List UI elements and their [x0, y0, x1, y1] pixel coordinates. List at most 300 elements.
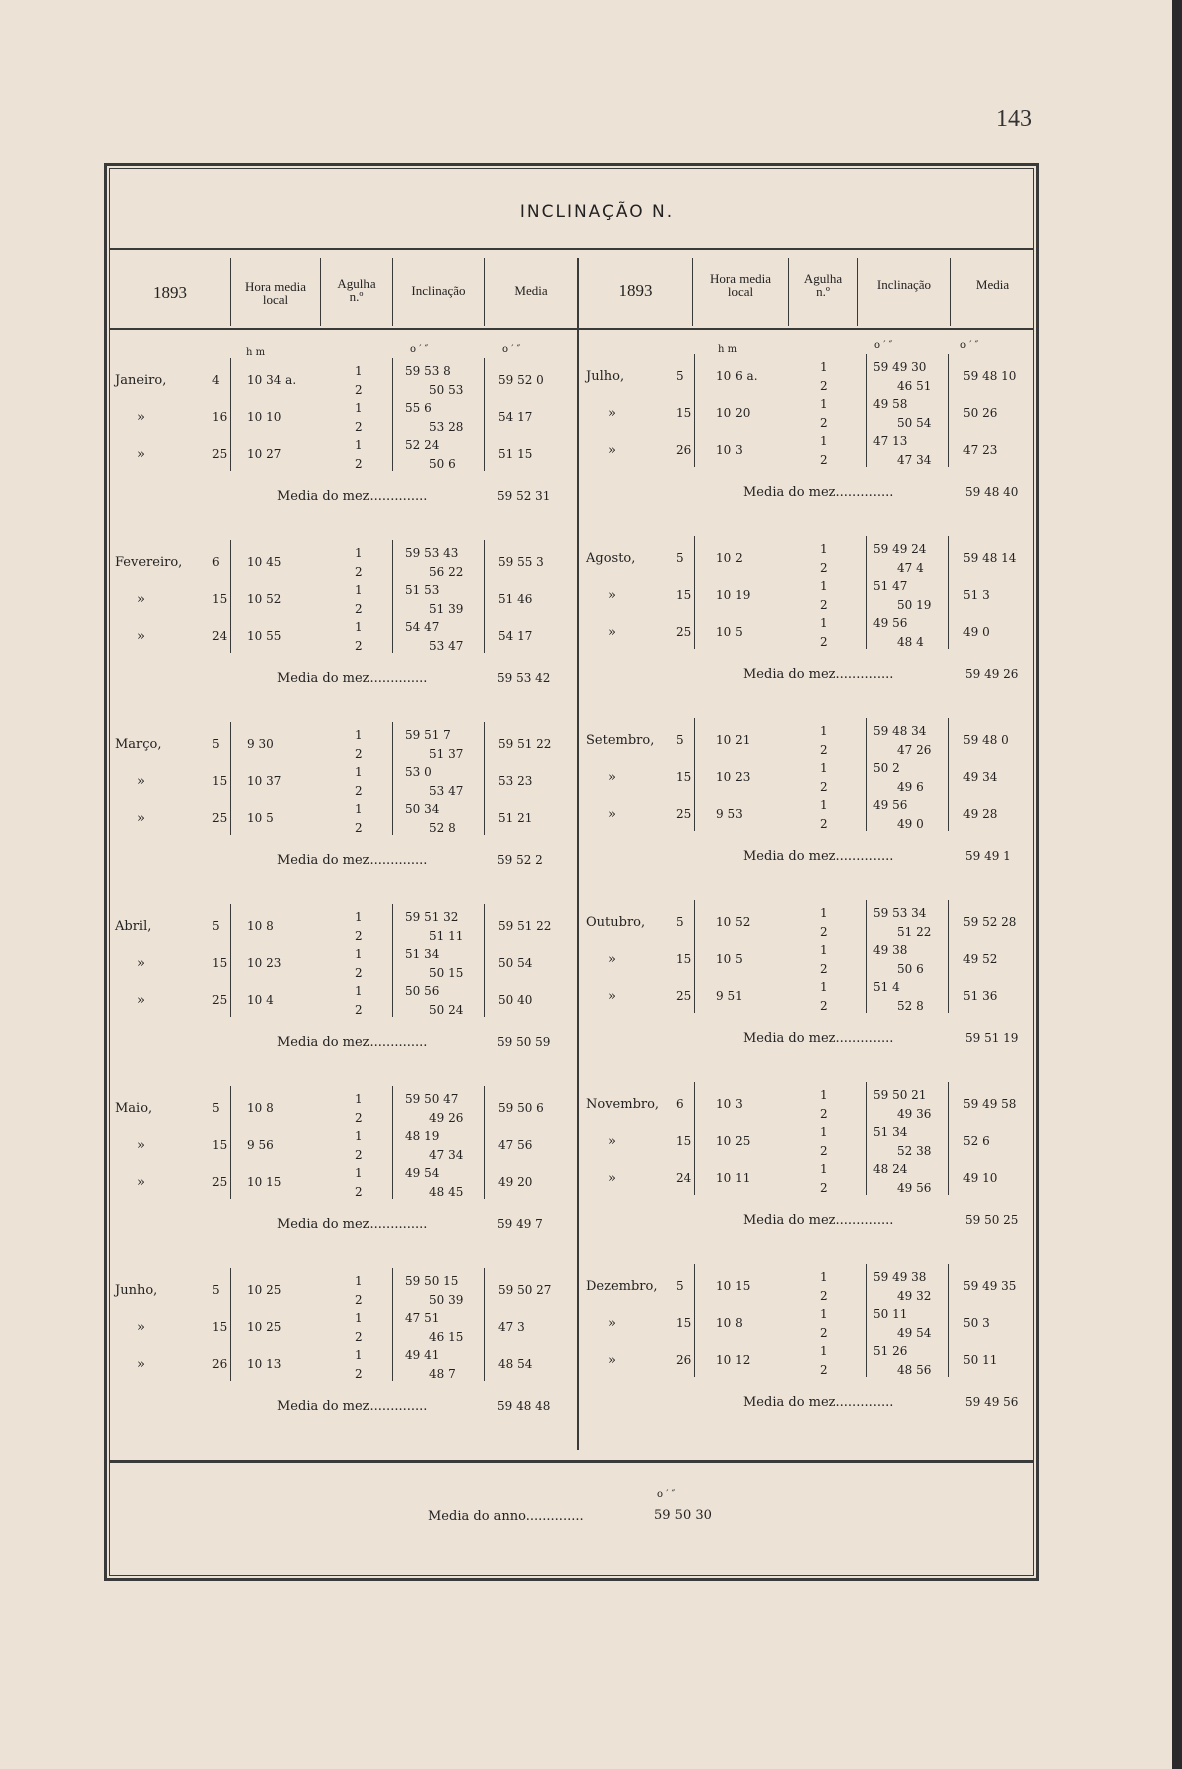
units-dms-right: o ′ ″ — [960, 340, 979, 351]
inclination-value: 49 54 — [897, 1326, 932, 1340]
needle-number: 2 — [355, 1003, 363, 1017]
row-separator — [694, 536, 695, 649]
inclination-value: 51 34 — [873, 1125, 908, 1139]
observation-time: 9 51 — [716, 989, 743, 1003]
observation-day: 26 — [676, 443, 692, 457]
header-sep — [950, 258, 951, 326]
row-separator — [866, 1264, 867, 1377]
header-media-right: Media — [975, 277, 1010, 292]
observation-day: 6 — [676, 1097, 684, 1111]
mean-value: 59 50 6 — [498, 1101, 544, 1115]
mean-value: 59 48 14 — [963, 551, 1017, 565]
needle-number: 2 — [355, 1148, 363, 1162]
monthly-mean-value: 59 51 19 — [965, 1031, 1019, 1045]
inclination-value: 50 54 — [897, 416, 932, 430]
inclination-value: 48 45 — [429, 1185, 464, 1199]
observation-day: 15 — [676, 406, 692, 420]
month-name: Março, — [115, 737, 162, 752]
inclination-value: 50 34 — [405, 802, 440, 816]
monthly-mean-value: 59 50 59 — [497, 1035, 551, 1049]
header-agulha-right — [789, 272, 857, 298]
observation-time: 10 34 a. — [247, 373, 297, 387]
inclination-value: 50 56 — [405, 984, 440, 998]
row-separator — [484, 722, 485, 835]
needle-number: 2 — [355, 1111, 363, 1125]
observation-time: 10 12 — [716, 1353, 751, 1367]
observation-time: 10 55 — [247, 629, 282, 643]
inclination-value: 50 15 — [429, 966, 464, 980]
monthly-mean-text: Media do mez — [743, 485, 836, 500]
needle-number: 2 — [355, 602, 363, 616]
inclination-value: 53 28 — [429, 420, 464, 434]
needle-number: 1 — [820, 1344, 828, 1358]
leader-dots: .............. — [369, 1399, 428, 1414]
mean-value: 54 17 — [498, 410, 533, 424]
header-year-left: 1893 — [153, 283, 187, 302]
observation-time: 10 5 — [716, 625, 743, 639]
inclination-value: 47 34 — [429, 1148, 464, 1162]
inclination-value: 59 50 47 — [405, 1092, 459, 1106]
observation-time: 10 3 — [716, 1097, 743, 1111]
inclination-value: 59 49 30 — [873, 360, 927, 374]
needle-number: 2 — [820, 379, 828, 393]
month-name: Abril, — [115, 919, 152, 934]
inclination-value: 50 53 — [429, 383, 464, 397]
needle-number: 2 — [820, 1144, 828, 1158]
observation-day: 15 — [212, 774, 228, 788]
observation-time: 10 25 — [247, 1283, 282, 1297]
monthly-mean-value: 59 49 26 — [965, 667, 1019, 681]
row-separator — [694, 1082, 695, 1195]
row-separator — [948, 718, 949, 831]
mean-value: 49 34 — [963, 770, 998, 784]
observation-time: 10 8 — [247, 1101, 274, 1115]
inclination-value: 54 47 — [405, 620, 440, 634]
observation-time: 10 3 — [716, 443, 743, 457]
header-agulha-line2: n.º — [816, 284, 830, 299]
observation-day: 15 — [212, 592, 228, 606]
observation-day: 15 — [212, 956, 228, 970]
header-sep — [857, 258, 858, 326]
mean-value: 49 28 — [963, 807, 998, 821]
row-separator — [948, 354, 949, 467]
leader-dots: .............. — [369, 1217, 428, 1232]
needle-number: 1 — [355, 910, 363, 924]
row-separator — [948, 900, 949, 1013]
row-separator — [948, 1082, 949, 1195]
inclination-value: 56 22 — [429, 565, 464, 579]
needle-number: 1 — [355, 546, 363, 560]
observation-time: 10 21 — [716, 733, 751, 747]
needle-number: 2 — [355, 821, 363, 835]
needle-number: 1 — [820, 943, 828, 957]
inclination-value: 51 11 — [429, 929, 464, 943]
row-separator — [392, 358, 393, 471]
inclination-value: 52 8 — [429, 821, 456, 835]
mean-value: 59 49 58 — [963, 1097, 1017, 1111]
mean-value: 59 51 22 — [498, 919, 552, 933]
monthly-mean-text: Media do mez — [277, 671, 370, 686]
inclination-value: 59 53 8 — [405, 364, 451, 378]
monthly-mean-text: Media do mez — [277, 1217, 370, 1232]
inclination-value: 49 36 — [897, 1107, 932, 1121]
needle-number: 2 — [355, 747, 363, 761]
mean-value: 59 55 3 — [498, 555, 544, 569]
row-separator — [694, 1264, 695, 1377]
ditto-mark: » — [137, 447, 145, 462]
month-name: Fevereiro, — [115, 555, 183, 570]
inclination-value: 51 39 — [429, 602, 464, 616]
needle-number: 1 — [355, 765, 363, 779]
header-top-rule — [109, 248, 1034, 250]
needle-number: 1 — [355, 1274, 363, 1288]
ditto-mark: » — [608, 443, 616, 458]
month-name: Junho, — [115, 1283, 158, 1298]
row-separator — [484, 1086, 485, 1199]
needle-number: 2 — [820, 598, 828, 612]
leader-dots: .............. — [835, 667, 894, 682]
monthly-mean-text: Media do mez — [743, 1031, 836, 1046]
inclination-value: 49 56 — [897, 1181, 932, 1195]
mean-value: 50 11 — [963, 1353, 998, 1367]
units-dms-left: o ′ ″ — [502, 344, 521, 355]
inclination-value: 51 47 — [873, 579, 908, 593]
row-separator — [230, 1268, 231, 1381]
observation-time: 9 30 — [247, 737, 274, 751]
units-hm-left: h m — [246, 347, 266, 358]
ditto-mark: » — [608, 952, 616, 967]
mean-value: 59 50 27 — [498, 1283, 552, 1297]
observation-day: 5 — [212, 1101, 220, 1115]
needle-number: 2 — [820, 925, 828, 939]
observation-day: 26 — [676, 1353, 692, 1367]
observation-time: 10 19 — [716, 588, 751, 602]
needle-number: 1 — [820, 1088, 828, 1102]
header-year-right: 1893 — [618, 281, 653, 300]
observation-day: 15 — [212, 1138, 228, 1152]
row-separator — [392, 1268, 393, 1381]
units-dms-left: o ′ ″ — [410, 344, 429, 355]
inclination-value: 49 38 — [873, 943, 908, 957]
observation-day: 15 — [676, 1134, 692, 1148]
needle-number: 2 — [820, 780, 828, 794]
needle-number: 1 — [820, 724, 828, 738]
inclination-value: 49 32 — [897, 1289, 932, 1303]
inclination-value: 48 24 — [873, 1162, 908, 1176]
header-hora-line1: Hora media — [244, 279, 306, 294]
monthly-mean-text: Media do mez — [277, 1035, 370, 1050]
row-separator — [392, 1086, 393, 1199]
needle-number: 1 — [820, 761, 828, 775]
mean-value: 51 36 — [963, 989, 998, 1003]
month-name: Dezembro, — [586, 1279, 658, 1294]
inclination-value: 52 38 — [897, 1144, 932, 1158]
observation-time: 10 15 — [247, 1175, 282, 1189]
needle-number: 1 — [820, 616, 828, 630]
observation-time: 10 23 — [247, 956, 282, 970]
ditto-mark: » — [137, 592, 145, 607]
needle-number: 1 — [355, 364, 363, 378]
monthly-mean-value: 59 48 48 — [497, 1399, 551, 1413]
needle-number: 1 — [355, 438, 363, 452]
ditto-mark: » — [608, 588, 616, 603]
header-agulha-left — [321, 277, 392, 303]
annual-mean-value: 59 50 30 — [654, 1508, 712, 1523]
observation-day: 15 — [212, 1320, 228, 1334]
observation-day: 25 — [676, 807, 692, 821]
needle-number: 2 — [355, 966, 363, 980]
inclination-value: 59 50 15 — [405, 1274, 459, 1288]
mean-value: 49 52 — [963, 952, 998, 966]
mean-value: 50 40 — [498, 993, 533, 1007]
inclination-value: 51 4 — [873, 980, 900, 994]
inclination-value: 50 39 — [429, 1293, 464, 1307]
needle-number: 1 — [355, 1092, 363, 1106]
inclination-value: 53 0 — [405, 765, 432, 779]
observation-day: 25 — [676, 989, 692, 1003]
row-separator — [392, 904, 393, 1017]
inclination-value: 49 26 — [429, 1111, 464, 1125]
needle-number: 1 — [355, 728, 363, 742]
month-name: Novembro, — [586, 1097, 660, 1112]
inclination-value: 50 6 — [897, 962, 924, 976]
observation-day: 25 — [212, 993, 228, 1007]
observation-day: 6 — [212, 555, 220, 569]
ditto-mark: » — [608, 989, 616, 1004]
inclination-value: 49 56 — [873, 798, 908, 812]
inclination-value: 53 47 — [429, 784, 464, 798]
inclination-value: 49 56 — [873, 616, 908, 630]
needle-number: 2 — [820, 962, 828, 976]
monthly-mean-label — [743, 1213, 893, 1228]
header-hora-right — [693, 272, 788, 298]
units-hm-right: h m — [718, 344, 738, 355]
header-hora-line2: local — [727, 284, 754, 299]
observation-time: 10 4 — [247, 993, 274, 1007]
inclination-value: 48 4 — [897, 635, 924, 649]
header-hora-line2: local — [262, 292, 289, 307]
observation-time: 10 5 — [716, 952, 743, 966]
mean-value: 51 3 — [963, 588, 990, 602]
monthly-mean-label — [743, 1395, 893, 1410]
annual-top-rule — [109, 1460, 1034, 1463]
mean-value: 59 51 22 — [498, 737, 552, 751]
mean-value: 59 49 35 — [963, 1279, 1017, 1293]
needle-number: 2 — [355, 784, 363, 798]
annual-units: o ′ ″ — [657, 1489, 676, 1500]
observation-day: 5 — [676, 1279, 684, 1293]
month-name: Maio, — [115, 1101, 153, 1116]
header-agulha-line2: n.º — [349, 289, 364, 304]
needle-number: 2 — [820, 1326, 828, 1340]
ditto-mark: » — [137, 629, 145, 644]
row-separator — [694, 718, 695, 831]
mean-value: 54 17 — [498, 629, 533, 643]
observation-day: 25 — [212, 811, 228, 825]
ditto-mark: » — [137, 993, 145, 1008]
inclination-value: 50 11 — [873, 1307, 908, 1321]
row-separator — [866, 900, 867, 1013]
leader-dots: .............. — [369, 671, 428, 686]
needle-number: 2 — [820, 999, 828, 1013]
ditto-mark: » — [608, 1171, 616, 1186]
month-name: Janeiro, — [115, 373, 167, 388]
monthly-mean-label — [277, 853, 427, 868]
inclination-value: 49 41 — [405, 1348, 440, 1362]
mean-value: 59 52 28 — [963, 915, 1017, 929]
needle-number: 1 — [820, 1125, 828, 1139]
observation-time: 10 15 — [716, 1279, 751, 1293]
needle-number: 1 — [355, 1129, 363, 1143]
row-separator — [866, 1082, 867, 1195]
observation-day: 25 — [676, 625, 692, 639]
inclination-value: 48 19 — [405, 1129, 440, 1143]
inclination-value: 51 22 — [897, 925, 932, 939]
needle-number: 1 — [355, 401, 363, 415]
mean-value: 50 26 — [963, 406, 998, 420]
ditto-mark: » — [608, 625, 616, 640]
row-separator — [866, 536, 867, 649]
mean-value: 47 56 — [498, 1138, 533, 1152]
leader-dots: .............. — [835, 1395, 894, 1410]
inclination-value: 52 8 — [897, 999, 924, 1013]
monthly-mean-value: 59 49 7 — [497, 1217, 543, 1231]
row-separator — [484, 904, 485, 1017]
leader-dots: .............. — [835, 485, 894, 500]
mean-value: 52 6 — [963, 1134, 990, 1148]
observation-time: 10 25 — [716, 1134, 751, 1148]
inclination-value: 59 51 7 — [405, 728, 451, 742]
header-hora-left — [231, 280, 320, 306]
monthly-mean-value: 59 50 25 — [965, 1213, 1019, 1227]
needle-number: 2 — [820, 453, 828, 467]
inclination-value: 50 2 — [873, 761, 900, 775]
mean-value: 47 23 — [963, 443, 998, 457]
units-dms-right: o ′ ″ — [874, 340, 893, 351]
needle-number: 1 — [820, 579, 828, 593]
row-separator — [866, 718, 867, 831]
ditto-mark: » — [608, 1316, 616, 1331]
inclination-value: 50 6 — [429, 457, 456, 471]
observation-day: 5 — [676, 733, 684, 747]
header-inclinacao-left: Inclinação — [411, 283, 466, 298]
row-separator — [230, 904, 231, 1017]
inclination-value: 51 37 — [429, 747, 464, 761]
monthly-mean-value: 59 48 40 — [965, 485, 1019, 499]
observation-time: 10 6 a. — [716, 369, 758, 383]
monthly-mean-text: Media do mez — [277, 1399, 370, 1414]
row-separator — [484, 1268, 485, 1381]
inclination-value: 49 0 — [897, 817, 924, 831]
needle-number: 2 — [355, 565, 363, 579]
header-agulha-line1: Agulha — [337, 276, 376, 291]
inclination-value: 51 53 — [405, 583, 440, 597]
row-separator — [866, 354, 867, 467]
inclination-value: 52 24 — [405, 438, 440, 452]
observation-time: 10 20 — [716, 406, 751, 420]
needle-number: 1 — [820, 1307, 828, 1321]
header-hora-line1: Hora media — [709, 271, 771, 286]
inclination-value: 48 7 — [429, 1367, 456, 1381]
observation-day: 16 — [212, 410, 228, 424]
needle-number: 2 — [820, 1289, 828, 1303]
row-separator — [694, 354, 695, 467]
header-agulha-line1: Agulha — [803, 271, 843, 286]
inclination-value: 51 26 — [873, 1344, 908, 1358]
needle-number: 2 — [355, 1330, 363, 1344]
row-separator — [484, 358, 485, 471]
observation-time: 10 11 — [716, 1171, 751, 1185]
inclination-value: 55 6 — [405, 401, 432, 415]
observation-day: 5 — [212, 1283, 220, 1297]
observation-time: 10 45 — [247, 555, 282, 569]
needle-number: 1 — [820, 360, 828, 374]
inclination-value: 47 13 — [873, 434, 908, 448]
observation-time: 9 56 — [247, 1138, 274, 1152]
inclination-value: 49 6 — [897, 780, 924, 794]
needle-number: 1 — [820, 434, 828, 448]
needle-number: 1 — [820, 397, 828, 411]
observation-day: 5 — [676, 551, 684, 565]
observation-time: 10 23 — [716, 770, 751, 784]
observation-time: 10 52 — [716, 915, 751, 929]
needle-number: 2 — [355, 457, 363, 471]
observation-day: 25 — [212, 447, 228, 461]
month-name: Setembro, — [586, 733, 655, 748]
ditto-mark: » — [137, 774, 145, 789]
leader-dots: .............. — [369, 489, 428, 504]
header-inclinacao-right: Inclinação — [876, 277, 932, 292]
monthly-mean-label — [277, 489, 427, 504]
observation-day: 24 — [212, 629, 228, 643]
monthly-mean-text: Media do mez — [277, 489, 370, 504]
observation-day: 26 — [212, 1357, 228, 1371]
ditto-mark: » — [137, 1138, 145, 1153]
mean-value: 50 3 — [963, 1316, 990, 1330]
needle-number: 1 — [355, 984, 363, 998]
observation-time: 10 27 — [247, 447, 282, 461]
monthly-mean-value: 59 49 1 — [965, 849, 1011, 863]
monthly-mean-text: Media do mez — [743, 1213, 836, 1228]
needle-number: 2 — [820, 416, 828, 430]
row-separator — [392, 540, 393, 653]
inclination-value: 59 49 38 — [873, 1270, 927, 1284]
needle-number: 1 — [820, 798, 828, 812]
observation-time: 10 37 — [247, 774, 282, 788]
inclination-value: 50 24 — [429, 1003, 464, 1017]
monthly-mean-value: 59 49 56 — [965, 1395, 1019, 1409]
header-bottom-rule — [109, 328, 1034, 330]
row-separator — [392, 722, 393, 835]
monthly-mean-text: Media do mez — [277, 853, 370, 868]
needle-number: 2 — [355, 639, 363, 653]
row-separator — [948, 1264, 949, 1377]
ditto-mark: » — [137, 1320, 145, 1335]
observation-day: 15 — [676, 952, 692, 966]
monthly-mean-label — [277, 1217, 427, 1232]
monthly-mean-value: 59 52 2 — [497, 853, 543, 867]
needle-number: 2 — [820, 1181, 828, 1195]
observation-day: 15 — [676, 770, 692, 784]
needle-number: 1 — [820, 1162, 828, 1176]
mean-value: 49 20 — [498, 1175, 533, 1189]
needle-number: 1 — [820, 1270, 828, 1284]
annual-dots: .............. — [525, 1509, 584, 1524]
observation-time: 10 13 — [247, 1357, 282, 1371]
monthly-mean-text: Media do mez — [743, 1395, 836, 1410]
month-name: Outubro, — [586, 915, 646, 930]
needle-number: 2 — [820, 817, 828, 831]
